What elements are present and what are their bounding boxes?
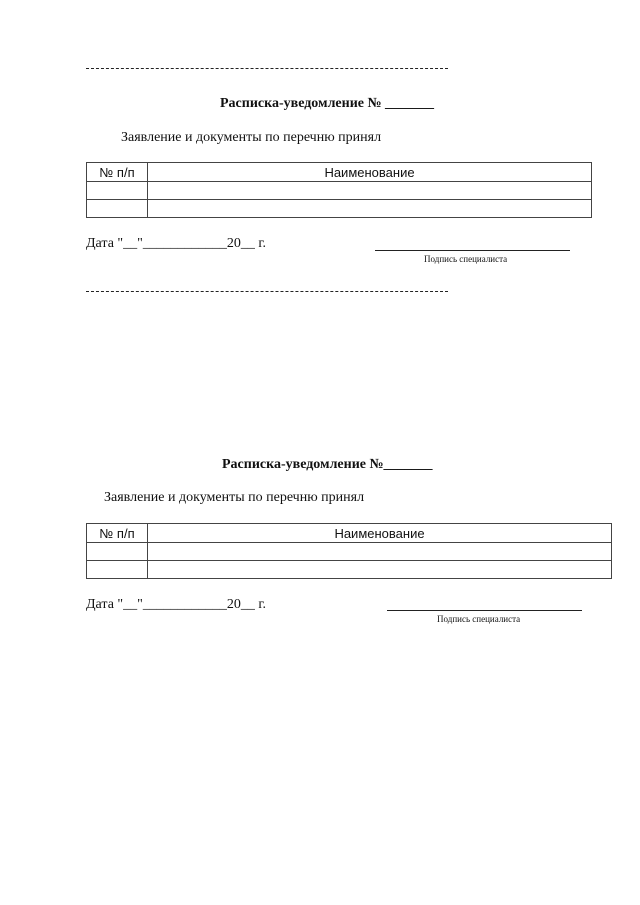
column-header-name: Наименование	[148, 163, 592, 182]
table-cell-number	[87, 561, 148, 579]
column-header-number: № п/п	[87, 163, 148, 182]
table-row	[87, 200, 592, 218]
table-cell-number	[87, 543, 148, 561]
date-field: Дата "__"____________20__ г.	[86, 236, 266, 251]
table-cell-name	[148, 561, 612, 579]
table-header-row	[87, 163, 592, 182]
table-row	[87, 182, 592, 200]
table-row	[87, 543, 612, 561]
table-cell-name	[148, 200, 592, 218]
table-cell-name	[148, 182, 592, 200]
table-cell-number	[87, 182, 148, 200]
signature-line	[387, 610, 582, 611]
date-field: Дата "__"____________20__ г.	[86, 597, 266, 612]
receipt-title: Расписка-уведомление № _______	[220, 96, 435, 111]
table-cell-name	[148, 543, 612, 561]
signature-caption: Подпись специалиста	[437, 614, 521, 624]
column-header-number: № п/п	[87, 524, 148, 543]
documents-table	[86, 162, 592, 218]
table-header-row	[87, 524, 612, 543]
signature-line	[375, 250, 570, 251]
cut-line-top	[86, 68, 448, 69]
receipt-intro: Заявление и документы по перечню принял	[104, 490, 365, 505]
signature-caption: Подпись специалиста	[424, 254, 508, 264]
table-cell-number	[87, 200, 148, 218]
documents-table	[86, 523, 612, 579]
column-header-name: Наименование	[148, 524, 612, 543]
receipt-title: Расписка-уведомление №_______	[222, 457, 433, 472]
table-row	[87, 561, 612, 579]
cut-line-middle	[86, 291, 448, 292]
receipt-intro: Заявление и документы по перечню принял	[121, 130, 382, 145]
